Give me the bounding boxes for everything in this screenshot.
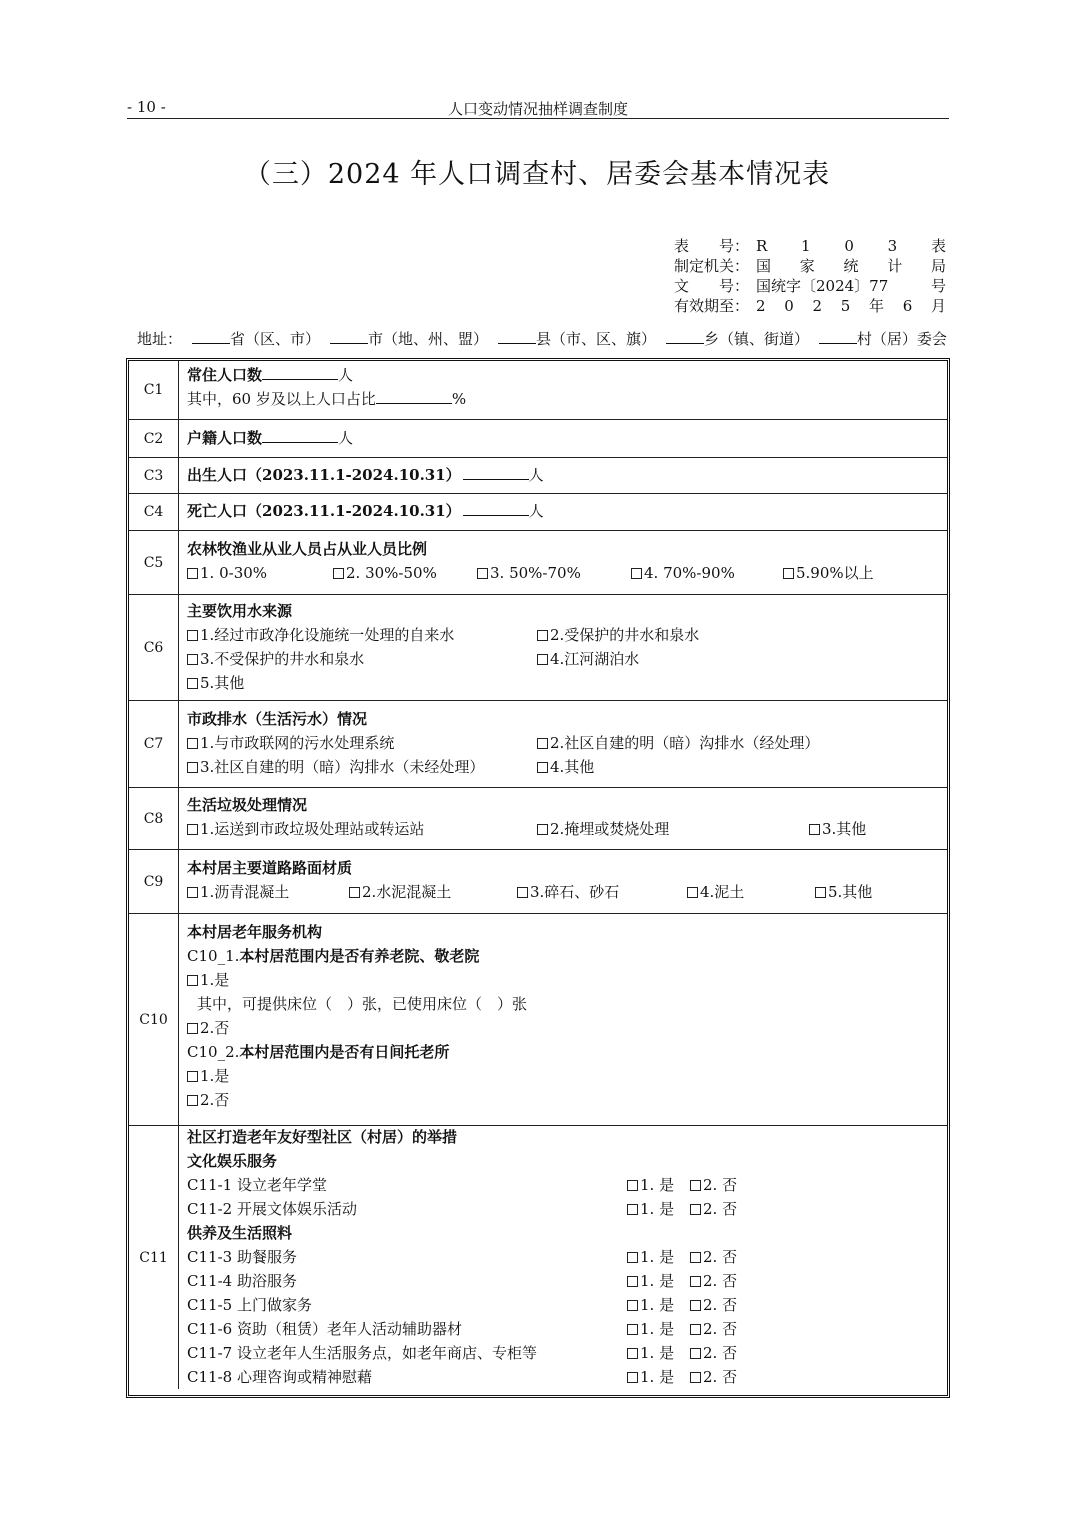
- option-yes[interactable]: 1. 是: [627, 1293, 674, 1317]
- option-yes[interactable]: 1. 是: [627, 1245, 674, 1269]
- village-label: 村（居）委会: [856, 330, 947, 348]
- option-yes[interactable]: 1. 是: [627, 1365, 674, 1389]
- checkbox[interactable]: [333, 568, 344, 579]
- meta-value-part: 3: [887, 237, 898, 255]
- question-text: 常住人口数: [187, 366, 263, 384]
- question-text: 死亡人口（2023.11.1-2024.10.31）: [187, 502, 461, 520]
- question-text: 其中，60 岁及以上人口占比: [187, 390, 376, 408]
- item-text: C11-4 助浴服务: [187, 1272, 297, 1290]
- option-no[interactable]: 2. 否: [690, 1269, 737, 1293]
- province-label: 省（区、市）: [229, 330, 320, 348]
- unit-label: %: [451, 390, 467, 408]
- checkbox[interactable]: [627, 1300, 638, 1311]
- checkbox[interactable]: [187, 678, 198, 689]
- checkbox[interactable]: [690, 1348, 701, 1359]
- meta-key: 有效期至：: [674, 297, 750, 315]
- checkbox[interactable]: [349, 887, 360, 898]
- meta-row: [674, 236, 946, 256]
- question-text: 本村居老年服务机构: [187, 923, 323, 941]
- meta-value-part: 月: [930, 297, 946, 315]
- meta-key: 制定机关：: [674, 257, 750, 275]
- item-text: C11-8 心理咨询或精神慰藉: [187, 1368, 372, 1386]
- checkbox[interactable]: [627, 1324, 638, 1335]
- question-text: 市政排水（生活污水）情况: [187, 710, 368, 728]
- row-code: C8: [129, 788, 179, 849]
- sub-question-prefix: C10_2.: [187, 1043, 240, 1061]
- county-label: 县（市、区、旗）: [535, 330, 656, 348]
- page-number: - 10 -: [127, 98, 166, 116]
- option-yes[interactable]: 1. 是: [627, 1317, 674, 1341]
- sub-question-text: 本村居范围内是否有养老院、敬老院: [239, 947, 480, 965]
- option-no[interactable]: 2. 否: [690, 1341, 737, 1365]
- meta-value-part: 号: [930, 277, 946, 295]
- row-code: C1: [129, 361, 179, 419]
- checkbox[interactable]: [690, 1180, 701, 1191]
- option-c9-5[interactable]: 5.其他: [815, 880, 872, 904]
- checkbox[interactable]: [627, 1204, 638, 1215]
- option-c9-3[interactable]: 3.碎石、砂石: [517, 880, 619, 904]
- question-text: 本村居主要道路路面材质: [187, 859, 353, 877]
- unit-label: 人: [338, 366, 354, 384]
- meta-value-part: 国: [756, 257, 772, 275]
- c11-item: [187, 1341, 941, 1365]
- option-c7-1[interactable]: 1.与市政联网的污水处理系统: [187, 731, 394, 755]
- option-c5-4[interactable]: 4. 70%-90%: [631, 561, 735, 585]
- c11-item: [187, 1197, 941, 1221]
- row-c2: [129, 420, 947, 458]
- item-text: C11-7 设立老年人生活服务点，如老年商店、专柜等: [187, 1344, 537, 1362]
- question-text: 农林牧渔业从业人员占从业人员比例: [187, 540, 428, 558]
- option-c8-1[interactable]: 1.运送到市政垃圾处理站或转运站: [187, 817, 424, 841]
- header-doc-title: 人口变动情况抽样调查制度: [447, 100, 628, 118]
- meta-value: [756, 276, 946, 296]
- option-c10-1-yes[interactable]: 1.是: [187, 968, 941, 992]
- option-c8-3[interactable]: 3.其他: [809, 817, 866, 841]
- deaths-input[interactable]: [463, 500, 529, 516]
- address-label: 地址：: [137, 330, 183, 348]
- checkbox[interactable]: [187, 824, 198, 835]
- option-c7-4[interactable]: 4.其他: [537, 755, 594, 779]
- option-c5-1[interactable]: 1. 0-30%: [187, 561, 267, 585]
- option-c6-4[interactable]: 4.江河湖泊水: [537, 647, 639, 671]
- row-code: C10: [129, 914, 179, 1125]
- city-blank[interactable]: [330, 329, 368, 344]
- checkbox[interactable]: [690, 1252, 701, 1263]
- checkbox[interactable]: [690, 1204, 701, 1215]
- meta-row: [674, 296, 946, 316]
- row-code: C9: [129, 850, 179, 913]
- beds-text: 其中，可提供床位（ ）张，已使用床位（ ）张: [197, 995, 528, 1013]
- checkbox[interactable]: [187, 887, 198, 898]
- meta-value-part: 6: [902, 297, 913, 315]
- checkbox[interactable]: [690, 1300, 701, 1311]
- checkbox[interactable]: [627, 1276, 638, 1287]
- option-c10-2-yes[interactable]: 1.是: [187, 1064, 941, 1088]
- checkbox[interactable]: [517, 887, 528, 898]
- checkbox[interactable]: [627, 1348, 638, 1359]
- question-text: 户籍人口数: [187, 429, 263, 447]
- checkbox[interactable]: [187, 1095, 198, 1106]
- item-text: C11-1 设立老年学堂: [187, 1176, 327, 1194]
- page-header: [127, 96, 949, 119]
- row-code: C4: [129, 494, 179, 530]
- meta-value-part: 0: [844, 237, 854, 255]
- meta-value-part: 5: [840, 297, 851, 315]
- checkbox[interactable]: [187, 975, 198, 986]
- option-yes[interactable]: 1. 是: [627, 1197, 674, 1221]
- row-c3: [129, 458, 947, 494]
- row-code: C7: [129, 701, 179, 787]
- unit-label: 人: [338, 429, 354, 447]
- meta-value-part: 计: [887, 257, 903, 275]
- row-c8: [129, 788, 947, 850]
- row-code: C2: [129, 420, 179, 457]
- option-c5-2[interactable]: 2. 30%-50%: [333, 561, 437, 585]
- resident-population-input[interactable]: [262, 364, 338, 380]
- item-text: C11-2 开展文体娱乐活动: [187, 1200, 357, 1218]
- births-input[interactable]: [463, 464, 529, 480]
- row-c1: [129, 361, 947, 420]
- option-no[interactable]: 2. 否: [690, 1293, 737, 1317]
- checkbox[interactable]: [187, 630, 198, 641]
- option-c7-3[interactable]: 3.社区自建的明（暗）沟排水（未经处理）: [187, 755, 484, 779]
- meta-value-part: 家: [799, 257, 815, 275]
- township-blank[interactable]: [666, 329, 704, 344]
- question-text: 出生人口（2023.11.1-2024.10.31）: [187, 466, 461, 484]
- checkbox[interactable]: [537, 654, 548, 665]
- option-c7-2[interactable]: 2.社区自建的明（暗）沟排水（经处理）: [537, 731, 819, 755]
- meta-value-part: 2: [756, 297, 766, 315]
- option-no[interactable]: 2. 否: [690, 1317, 737, 1341]
- row-code: C5: [129, 531, 179, 594]
- checkbox[interactable]: [690, 1324, 701, 1335]
- option-c10-2-no[interactable]: 2.否: [187, 1088, 941, 1112]
- address-line: [137, 328, 947, 349]
- checkbox[interactable]: [187, 568, 198, 579]
- meta-key: 文 号：: [674, 277, 750, 295]
- meta-value: [756, 236, 946, 256]
- meta-key: 表 号：: [674, 237, 750, 255]
- checkbox[interactable]: [187, 762, 198, 773]
- c11-item: [187, 1317, 941, 1341]
- item-text: C11-5 上门做家务: [187, 1296, 312, 1314]
- option-yes[interactable]: 1. 是: [627, 1173, 674, 1197]
- checkbox[interactable]: [537, 824, 548, 835]
- question-text: 生活垃圾处理情况: [187, 796, 308, 814]
- meta-value-part: 0: [784, 297, 794, 315]
- option-no[interactable]: 2. 否: [690, 1245, 737, 1269]
- sub-question-prefix: C10_1.: [187, 947, 240, 965]
- meta-value-part: R: [756, 237, 768, 255]
- meta-value: [756, 296, 946, 316]
- option-yes[interactable]: 1. 是: [627, 1341, 674, 1365]
- village-blank[interactable]: [819, 329, 857, 344]
- checkbox[interactable]: [690, 1372, 701, 1383]
- meta-value-part: 局: [930, 257, 946, 275]
- checkbox[interactable]: [627, 1372, 638, 1383]
- meta-value-part: 统: [843, 257, 859, 275]
- option-c6-1[interactable]: 1.经过市政净化设施统一处理的自来水: [187, 623, 454, 647]
- form-meta: [674, 236, 946, 316]
- row-c11: [129, 1126, 947, 1389]
- meta-value-part: 2: [812, 297, 823, 315]
- option-c9-4[interactable]: 4.泥土: [687, 880, 744, 904]
- county-blank[interactable]: [498, 329, 536, 344]
- unit-label: 人: [528, 466, 544, 484]
- checkbox[interactable]: [537, 738, 548, 749]
- row-c7: [129, 701, 947, 788]
- checkbox[interactable]: [809, 824, 820, 835]
- meta-row: [674, 256, 946, 276]
- option-c10-1-no[interactable]: 2.否: [187, 1016, 941, 1040]
- meta-value-part: 表: [930, 237, 946, 255]
- option-c6-5[interactable]: 5.其他: [187, 671, 244, 695]
- option-c8-2[interactable]: 2.掩埋或焚烧处理: [537, 817, 669, 841]
- row-code: C11: [129, 1126, 179, 1389]
- row-c9: [129, 850, 947, 914]
- option-c5-3[interactable]: 3. 50%-70%: [477, 561, 581, 585]
- checkbox[interactable]: [690, 1276, 701, 1287]
- c11-item: [187, 1293, 941, 1317]
- registered-population-input[interactable]: [262, 427, 338, 443]
- sub-question-text: 本村居范围内是否有日间托老所: [239, 1043, 450, 1061]
- option-yes[interactable]: 1. 是: [627, 1269, 674, 1293]
- checkbox[interactable]: [187, 738, 198, 749]
- c11-item: [187, 1365, 941, 1389]
- checkbox[interactable]: [631, 568, 642, 579]
- c11-item: [187, 1173, 941, 1197]
- meta-row: [674, 276, 946, 296]
- meta-value-part: 年: [869, 297, 885, 315]
- checkbox[interactable]: [627, 1252, 638, 1263]
- survey-table: [126, 358, 950, 1398]
- row-code: C3: [129, 458, 179, 493]
- checkbox[interactable]: [627, 1180, 638, 1191]
- checkbox[interactable]: [815, 887, 826, 898]
- elderly-share-input[interactable]: [376, 388, 452, 404]
- checkbox[interactable]: [477, 568, 488, 579]
- question-text: 主要饮用水来源: [187, 602, 293, 620]
- checkbox[interactable]: [537, 762, 548, 773]
- checkbox[interactable]: [187, 1071, 198, 1082]
- township-label: 乡（镇、街道）: [703, 330, 809, 348]
- option-c6-3[interactable]: 3.不受保护的井水和泉水: [187, 647, 364, 671]
- checkbox[interactable]: [187, 654, 198, 665]
- province-blank[interactable]: [192, 329, 230, 344]
- unit-label: 人: [528, 502, 544, 520]
- group-label: 供养及生活照料: [187, 1224, 293, 1242]
- row-c10: [129, 914, 947, 1126]
- checkbox[interactable]: [187, 1023, 198, 1034]
- meta-value-part: 1: [801, 237, 811, 255]
- page-title: （三）2024 年人口调查村、居委会基本情况表: [243, 159, 831, 190]
- c11-item: [187, 1245, 941, 1269]
- item-text: C11-3 助餐服务: [187, 1248, 297, 1266]
- meta-value: [756, 256, 946, 276]
- option-no[interactable]: 2. 否: [690, 1197, 737, 1221]
- row-code: C6: [129, 595, 179, 700]
- row-c4: [129, 494, 947, 531]
- meta-value-part: 国统字〔2024〕77: [756, 277, 889, 295]
- group-label: 文化娱乐服务: [187, 1152, 278, 1170]
- question-text: 社区打造老年友好型社区（村居）的举措: [187, 1128, 458, 1146]
- row-c6: [129, 595, 947, 701]
- option-no[interactable]: 2. 否: [690, 1365, 737, 1389]
- option-c5-5[interactable]: 5.90%以上: [783, 561, 874, 585]
- item-text: C11-6 资助（租赁）老年人活动辅助器材: [187, 1320, 462, 1338]
- c11-item: [187, 1269, 941, 1293]
- option-c6-2[interactable]: 2.受保护的井水和泉水: [537, 623, 699, 647]
- option-c9-1[interactable]: 1.沥青混凝土: [187, 880, 289, 904]
- row-c5: [129, 531, 947, 595]
- city-label: 市（地、州、盟）: [367, 330, 488, 348]
- checkbox[interactable]: [783, 568, 794, 579]
- checkbox[interactable]: [687, 887, 698, 898]
- checkbox[interactable]: [537, 630, 548, 641]
- option-no[interactable]: 2. 否: [690, 1173, 737, 1197]
- option-c9-2[interactable]: 2.水泥混凝土: [349, 880, 451, 904]
